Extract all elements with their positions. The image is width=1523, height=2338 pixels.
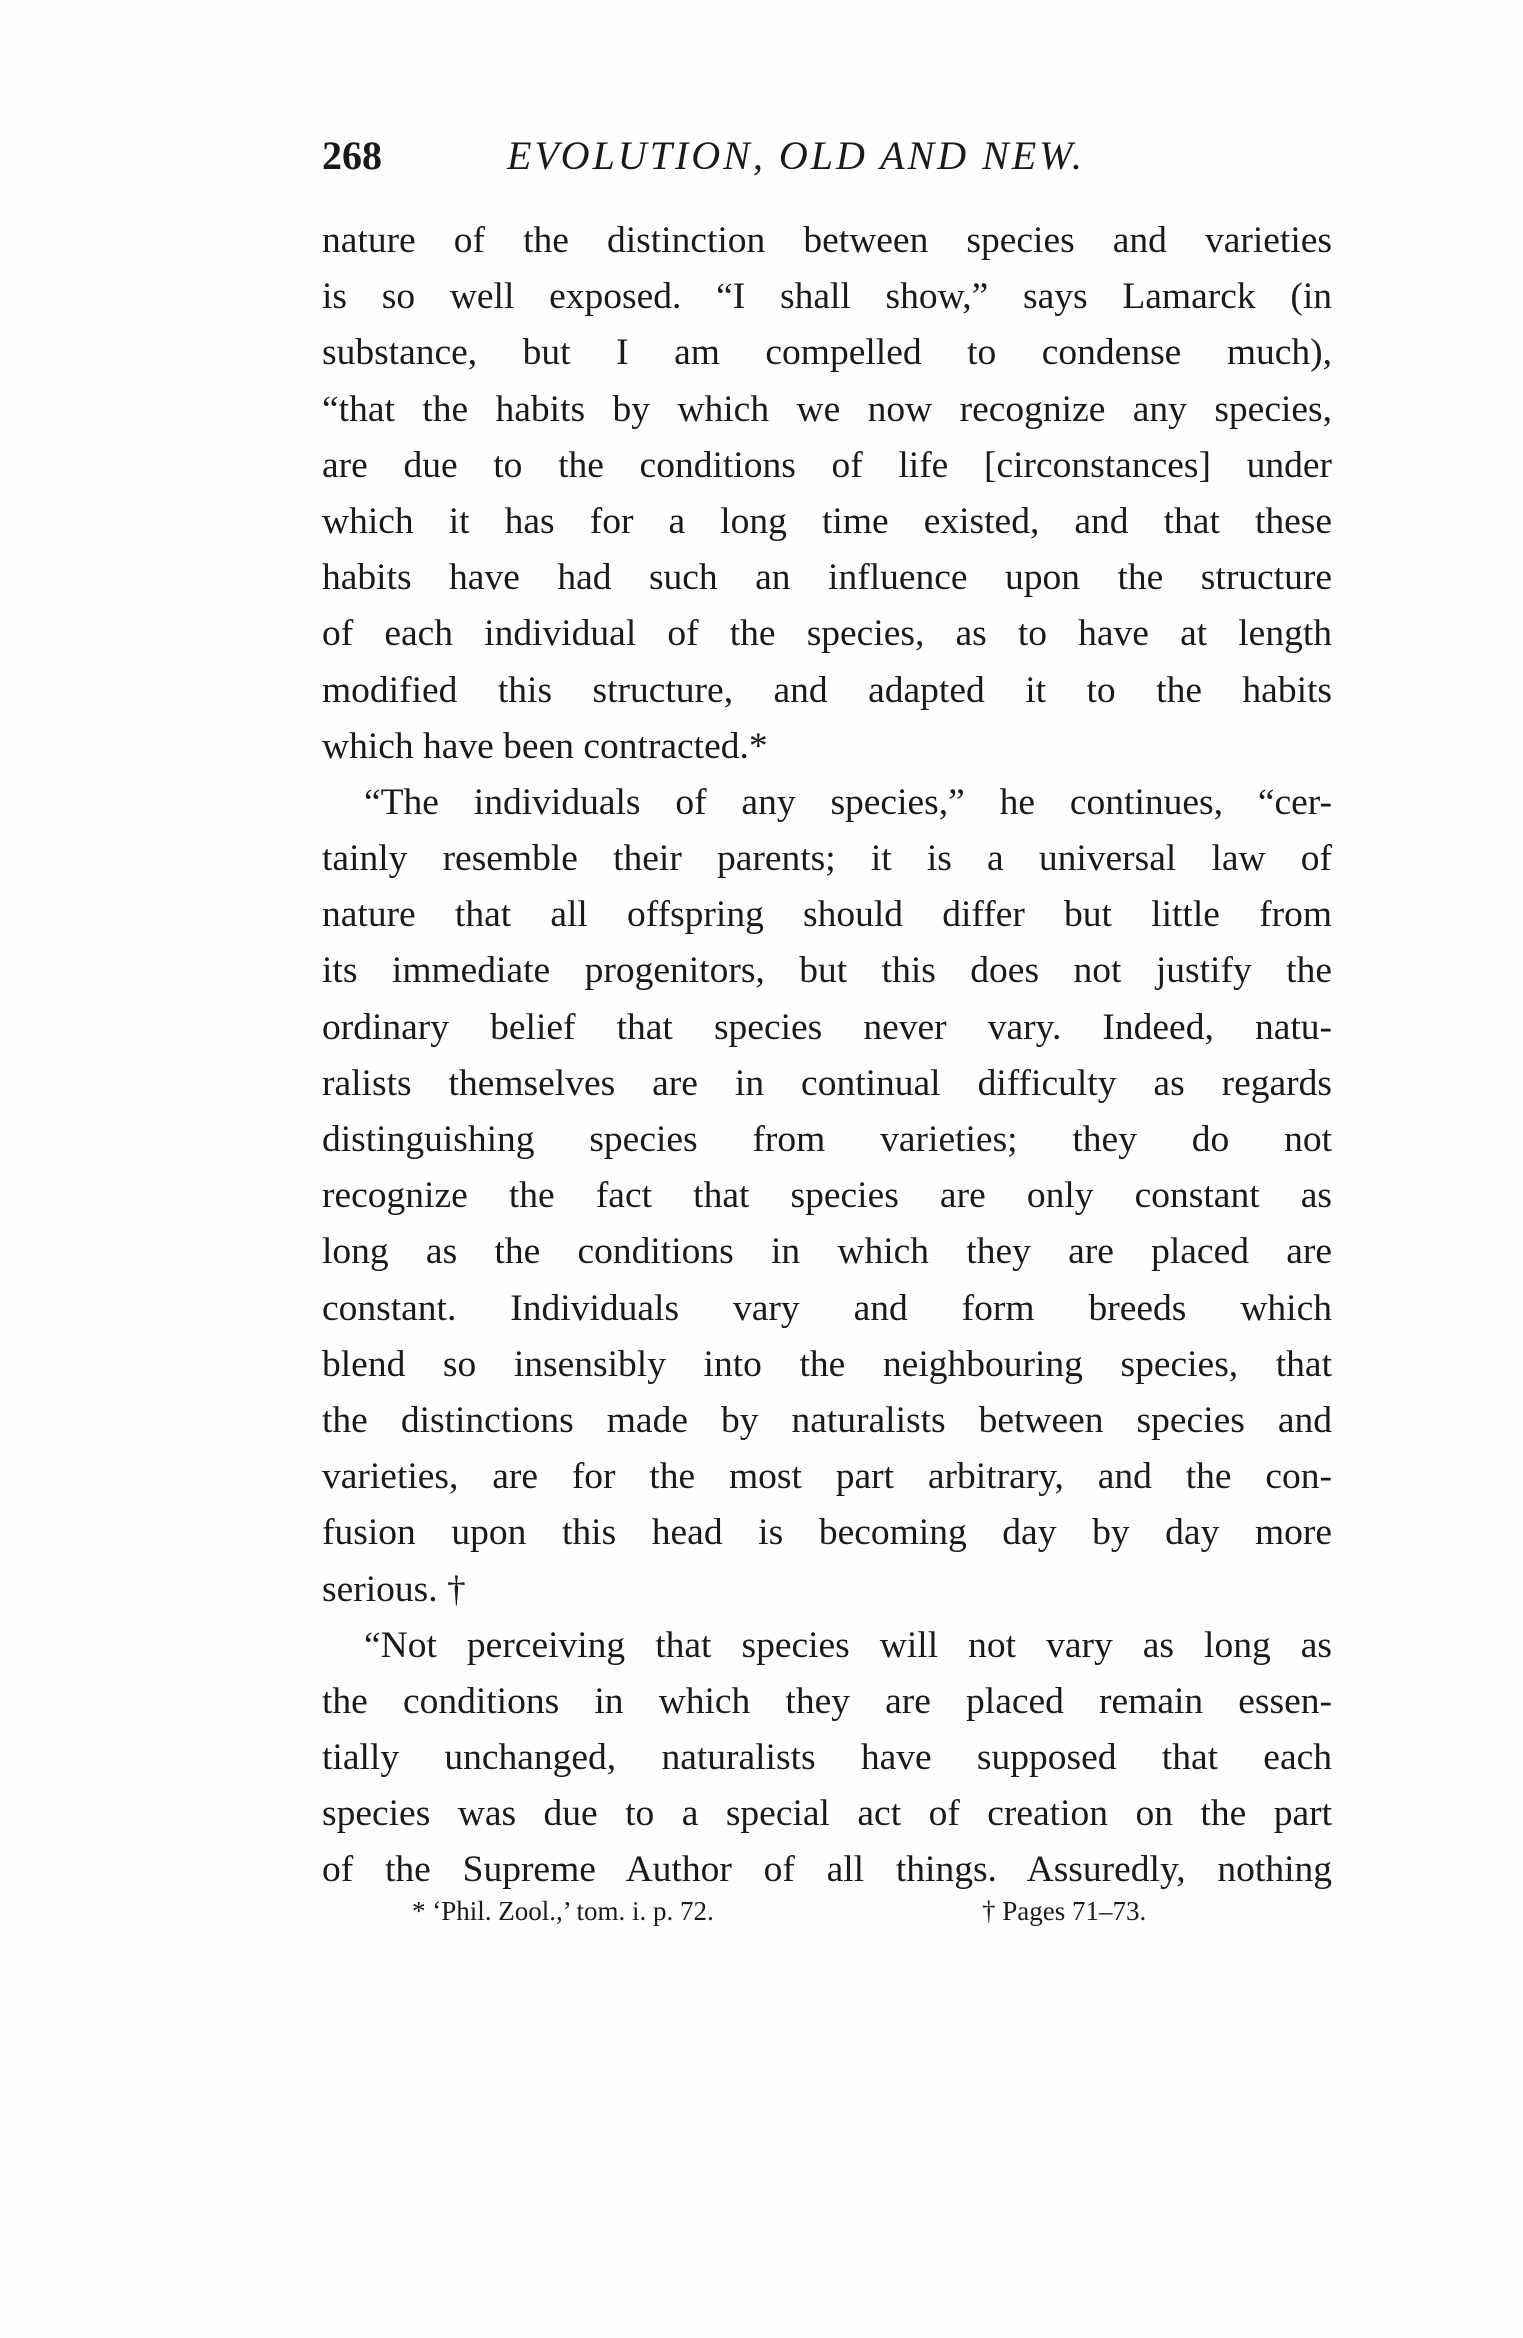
text-line: long as the conditions in which they are placed are xyxy=(322,1231,1332,1273)
text-line: ralists themselves are in continual difficulty as regards xyxy=(322,1062,1332,1104)
running-head xyxy=(322,126,1332,186)
text-line: modified this structure, and adapted it to the habits xyxy=(322,669,1332,711)
text-line: are due to the conditions of life [circonstances] under xyxy=(322,444,1332,486)
running-title: EVOLUTION, OLD AND NEW. xyxy=(507,133,1085,178)
text-line: distinguishing species from varieties; they do not xyxy=(322,1119,1332,1160)
text-line: ordinary belief that species never vary. Indeed, natu- xyxy=(322,1006,1332,1048)
text-line: nature that all offspring should differ but little from xyxy=(322,894,1332,936)
text-line: which it has for a long time existed, and that these xyxy=(322,500,1332,542)
text-line: “Not perceiving that species will not vary as long as xyxy=(364,1624,1332,1666)
text-line: varieties, are for the most part arbitrary, and the con- xyxy=(322,1456,1332,1498)
text-line: blend so insensibly into the neighbouring species, that xyxy=(322,1343,1332,1385)
text-line: fusion upon this head is becoming day by day more xyxy=(322,1512,1332,1554)
text-line: tially unchanged, naturalists have supposed that each xyxy=(322,1737,1332,1779)
text-line: constant. Individuals vary and form breeds which xyxy=(322,1287,1332,1329)
text-line: species was due to a special act of creation on the part xyxy=(322,1793,1332,1835)
text-line: its immediate progenitors, but this does not justify the xyxy=(322,950,1332,992)
text-line: nature of the distinction between species and varieties xyxy=(322,220,1332,261)
text-line: serious. † xyxy=(322,1568,466,1610)
text-line: habits have had such an influence upon the structure xyxy=(322,557,1332,599)
text-line: “The individuals of any species,” he continues, “cer- xyxy=(364,781,1332,823)
page-number: 268 xyxy=(322,133,382,178)
footnote-2: † Pages 71–73. xyxy=(982,1896,1147,1926)
text-line: the distinctions made by naturalists between species and xyxy=(322,1399,1332,1441)
footnotes xyxy=(412,1891,1312,1931)
text-line: of the Supreme Author of all things. Assuredly, nothing xyxy=(322,1849,1332,1891)
body-text xyxy=(322,213,1332,1899)
text-line: substance, but I am compelled to condense much), xyxy=(322,332,1332,374)
text-line: recognize the fact that species are only constant as xyxy=(322,1175,1332,1217)
text-line: is so well exposed. “I shall show,” says Lamarck (in xyxy=(322,276,1332,318)
text-line: the conditions in which they are placed remain essen- xyxy=(322,1680,1332,1722)
text-line: of each individual of the species, as to have at length xyxy=(322,613,1332,655)
text-line: which have been contracted.* xyxy=(322,725,768,767)
text-line: “that the habits by which we now recognize any species, xyxy=(322,388,1332,430)
text-line: tainly resemble their parents; it is a universal law of xyxy=(322,838,1332,880)
footnote-1: * ‘Phil. Zool.,’ tom. i. p. 72. xyxy=(412,1896,714,1926)
